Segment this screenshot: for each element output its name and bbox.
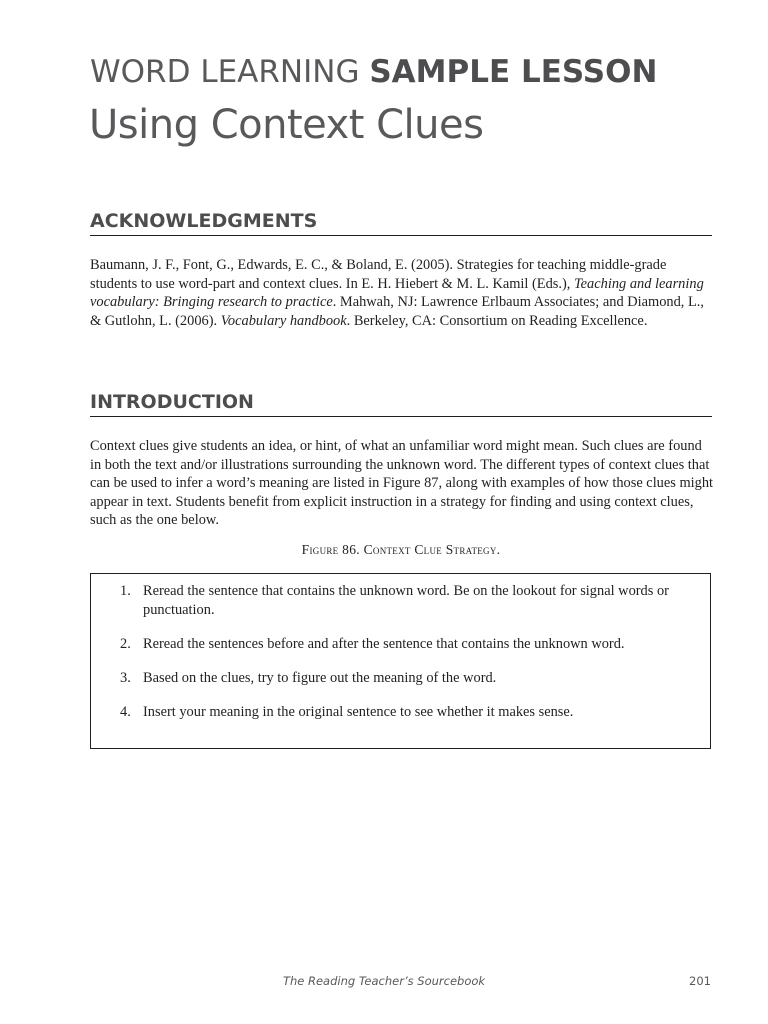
strategy-list [91, 582, 710, 737]
step-text: Reread the sentence that contains the unknown word. Be on the lookout for signal words or punctuation. [143, 583, 669, 618]
step-number: 3. [120, 669, 131, 686]
strategy-box [90, 573, 711, 749]
strategy-step [91, 582, 710, 619]
footer-source: The Reading Teacher’s Sourcebook [282, 974, 486, 988]
introduction-heading: INTRODUCTION [90, 390, 712, 417]
ack-italic-2: Vocabulary handbook [220, 312, 347, 329]
strategy-step [91, 669, 710, 688]
step-number: 1. [120, 583, 131, 599]
lesson-kicker [90, 52, 657, 92]
step-text: Reread the sentences before and after the sentence that contains the unknown word. [143, 635, 625, 652]
kicker-regular: WORD LEARNING [90, 54, 370, 90]
ack-italic-1: Teaching and learning vocabulary: Bringing research to practice [90, 275, 704, 310]
ack-text-2: . Mahwah, NJ: Lawrence Erlbaum Associates; and Diamond, L., & Gutlohn, L. (2006). [90, 294, 704, 329]
strategy-step [91, 703, 710, 722]
introduction-paragraph: Context clues give students an idea, or hint, of what an unfamiliar word might mean. Such clues are found in both the text and/or illustrations surrounding the unknown word. The different types of context clues that can be used to infer a word’s meaning are listed in Figure 87, along with examples of how those clues might appear in text. Students benefit from explicit instruction in a strategy for finding and using context clues, such as the one below. [90, 438, 714, 528]
step-text: Based on the clues, try to figure out the meaning of the word. [143, 669, 497, 686]
step-text: Insert your meaning in the original sentence to see whether it makes sense. [143, 703, 574, 720]
step-number: 2. [120, 635, 131, 652]
ack-text-1: Baumann, J. F., Font, G., Edwards, E. C., & Boland, E. (2005). Strategies for teaching middle-grade students to use word-part and context clues. In E. H. Hiebert & M. L. Kamil (Eds.), [90, 257, 667, 292]
acknowledgments-text [90, 256, 714, 330]
figure-caption: Figure 86. Context Clue Strategy. [301, 542, 501, 557]
page-title: Using Context Clues [89, 102, 484, 148]
kicker-bold: SAMPLE LESSON [369, 54, 658, 90]
acknowledgments-heading: ACKNOWLEDGMENTS [90, 209, 712, 236]
ack-text-3: . Berkeley, CA: Consortium on Reading Excellence. [346, 312, 648, 329]
strategy-step [91, 635, 710, 654]
page-number: 201 [689, 974, 711, 988]
step-number: 4. [120, 703, 131, 720]
